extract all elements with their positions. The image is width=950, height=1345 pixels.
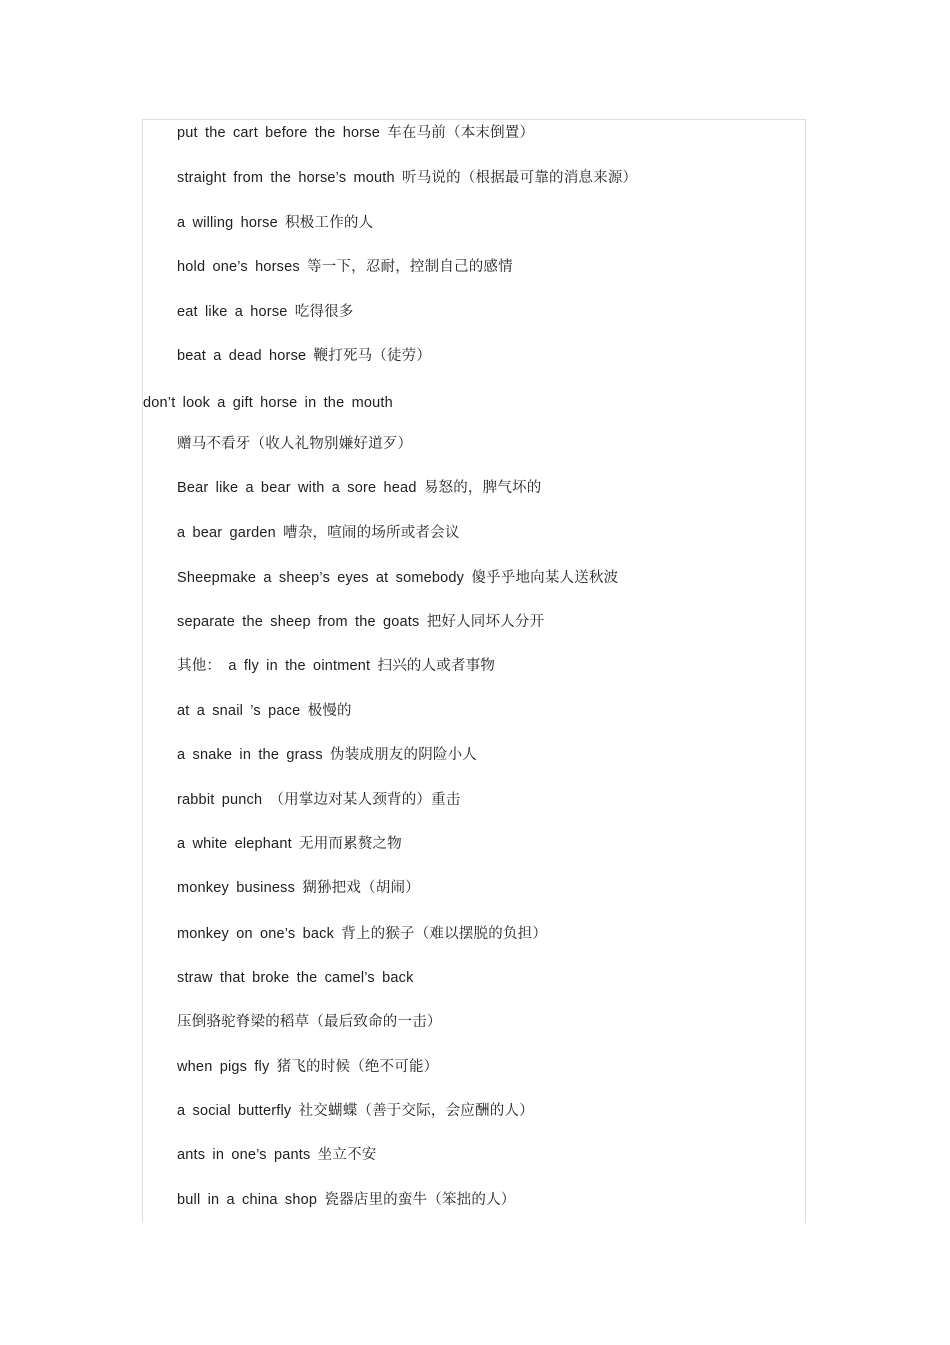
idiom-line: Bear like a bear with a sore head 易怒的，脾气坏的: [177, 480, 542, 496]
idiom-line: when pigs fly 猪飞的时候（绝不可能）: [177, 1059, 439, 1075]
idiom-line: beat a dead horse 鞭打死马（徒劳）: [177, 348, 432, 364]
idiom-line: straight from the horse’s mouth 听马说的（根据最可靠的消息来源）: [177, 170, 638, 186]
idiom-line: 其他： a fly in the ointment 扫兴的人或者事物: [177, 658, 496, 674]
idiom-line: a willing horse 积极工作的人: [177, 215, 374, 231]
idiom-line: ants in one’s pants 坐立不安: [177, 1147, 377, 1163]
idiom-line: monkey business 猢狲把戏（胡闹）: [177, 880, 420, 896]
idiom-line: bull in a china shop 瓷器店里的蛮牛（笨拙的人）: [177, 1192, 516, 1208]
idiom-line: monkey on one’s back 背上的猴子（难以摆脱的负担）: [177, 926, 548, 942]
idiom-line: rabbit punch （用掌边对某人颈背的）重击: [177, 792, 461, 808]
idiom-line: a snake in the grass 伪装成朋友的阴险小人: [177, 747, 477, 763]
idiom-line: 压倒骆驼脊梁的稻草（最后致命的一击）: [177, 1014, 442, 1030]
idiom-line: separate the sheep from the goats 把好人同坏人分开: [177, 614, 545, 630]
idiom-line: Sheepmake a sheep’s eyes at somebody 傻乎乎地向某人送秋波: [177, 570, 619, 586]
idiom-line: at a snail ’s pace 极慢的: [177, 703, 352, 719]
idiom-line: straw that broke the camel’s back: [177, 970, 414, 986]
idiom-line: a social butterfly 社交蝴蝶（善于交际，会应酬的人）: [177, 1103, 534, 1119]
idiom-line: eat like a horse 吃得很多: [177, 304, 354, 320]
idiom-line: a white elephant 无用而累赘之物: [177, 836, 402, 852]
idiom-line: 赠马不看牙（收人礼物别嫌好道歹）: [177, 436, 413, 452]
idiom-line: hold one’s horses 等一下，忍耐，控制自己的感情: [177, 259, 513, 275]
idiom-line: a bear garden 嘈杂，喧闹的场所或者会议: [177, 525, 460, 541]
idiom-line: don’t look a gift horse in the mouth: [143, 395, 393, 411]
idiom-line: put the cart before the horse 车在马前（本末倒置）: [177, 125, 535, 141]
